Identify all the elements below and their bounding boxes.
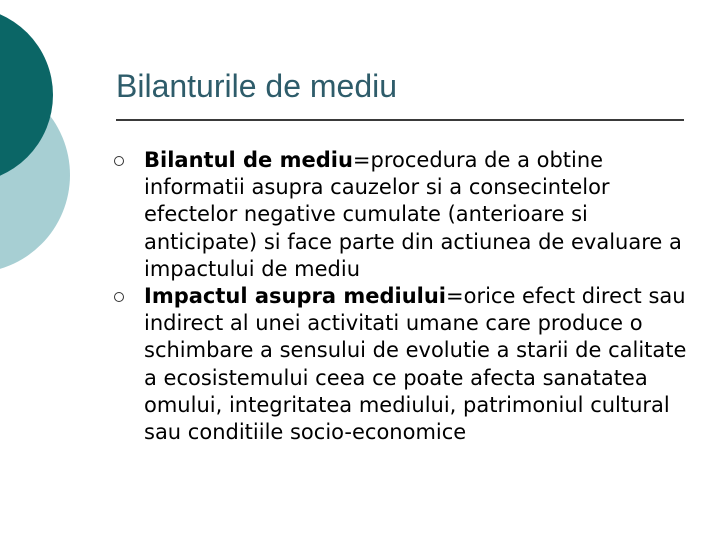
bullet-text: =procedura de a obtine informatii asupra cauzelor si a consecintelor efectelor negative cumulate (anterioare si anticipate) si face parte din actiunea de evaluare a impactului de mediu [144,148,682,281]
bullet-item-impactul [108,283,693,446]
bullet-item-bilantul [108,147,693,283]
hollow-circle-bullet-icon [114,156,124,166]
bullet-term: Impactul asupra mediului [144,284,446,309]
slide-title: Bilanturile de mediu [116,68,398,104]
bullet-text: =orice efect direct sau indirect al unei activitati umane care produce o schimbare a sensului de evolutie a starii de calitate a ecosistemului ceea ce poate afecta sanatatea omului, integritatea mediului, patrimoniul cultural sau conditiile socio-economice [144,284,687,445]
bullet-term: Bilantul de mediu [144,148,353,172]
bullet-list [108,147,693,446]
hollow-circle-bullet-icon [114,292,124,302]
title-divider [116,119,684,121]
decorative-circles [0,0,120,300]
